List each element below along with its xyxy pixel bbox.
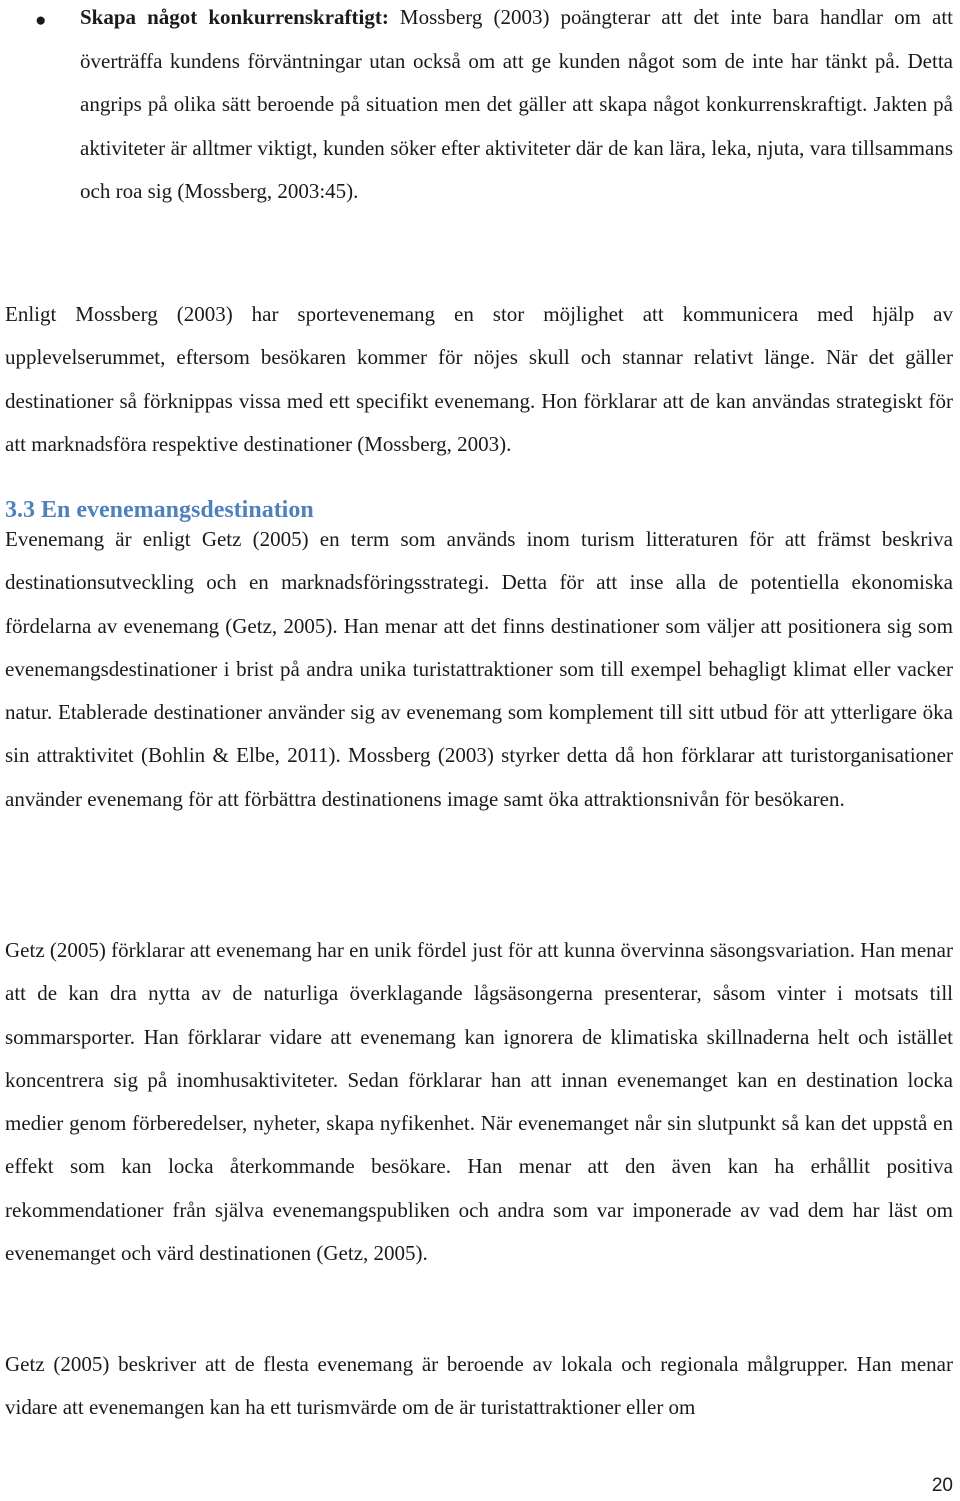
bullet-paragraph bbox=[80, 0, 953, 214]
bullet-term: Skapa något konkurrenskraftigt: bbox=[80, 5, 389, 29]
bullet-body: Mossberg (2003) poängterar att det inte bara handlar om att överträffa kundens förväntningar utan också om att ge kunden något som de inte har tänkt på. Detta angrips på olika sätt beroende på situation men det gäller att skapa något konkurrenskraftigt. Jakten på aktiviteter är alltmer viktigt, kunden söker efter aktiviteter där de kan lära, leka, njuta, vara tillsammans och roa sig (Mossberg, 2003:45). bbox=[80, 5, 953, 203]
paragraph-malgrupper: Getz (2005) beskriver att de flesta evenemang är beroende av lokala och regionala målgrupper. Han menar vidare att evenemangen kan ha ett turismvärde om de är turistattraktioner eller om bbox=[5, 1352, 953, 1420]
section-heading: 3.3 En evenemangsdestination bbox=[5, 497, 314, 523]
bullet-dot-icon: ● bbox=[35, 10, 47, 31]
paragraph-evenemang-definition: Evenemang är enligt Getz (2005) en term som används inom turism litteraturen för att främst beskriva destinationsutveckling och en marknadsföringsstrategi. Detta för att inse alla de potentiella ekonomiska fördelarna av evenemang (Getz, 2005). Han menar att det finns destinationer som väljer att positionera sig som evenemangsdestinationer i brist på andra unika turistattraktioner som till exempel behagligt klimat eller vacker natur. Etablerade destinationer använder sig av evenemang som komplement till sitt utbud för att ytterligare öka sin attraktivitet (Bohlin & Elbe, 2011). Mossberg (2003) styrker detta då hon förklarar att turistorganisationer använder evenemang för att förbättra destinationens image samt öka attraktionsnivån för besökaren. bbox=[5, 527, 953, 811]
paragraph-upplevelserummet: Enligt Mossberg (2003) har sportevenemang en stor möjlighet att kommunicera med hjälp av upplevelserummet, eftersom besökaren kommer för nöjes skull och stannar relativt länge. När det gäller destinationer så förknippas vissa med ett specifikt evenemang. Hon förklarar att de kan användas strategiskt för att marknadsföra respektive destinationer (Mossberg, 2003). bbox=[5, 302, 953, 456]
page-number: 20 bbox=[931, 1475, 953, 1496]
paragraph-sasongsvariation: Getz (2005) förklarar att evenemang har en unik fördel just för att kunna övervinna säsongsvariation. Han menar att de kan dra nytta av de naturliga överklagande lågsäsongerna presenterar, såsom vinter i motsats till sommarsporter. Han förklarar vidare att evenemang kan ignorera de klimatiska skillnaderna helt och istället koncentrera sig på inomhusaktiviteter. Sedan förklarar han att innan evenemanget kan en destination locka medier genom förberedelser, nyheter, skapa nyfikenhet. När evenemanget når sin slutpunkt så kan det uppstå en effekt som kan locka återkommande besökare. Han menar att den även kan ha erhållit positiva rekommendationer från själva evenemangspubliken och andra som var imponerade av vad dem har läst om evenemanget och värd destinationen (Getz, 2005). bbox=[5, 938, 953, 1266]
